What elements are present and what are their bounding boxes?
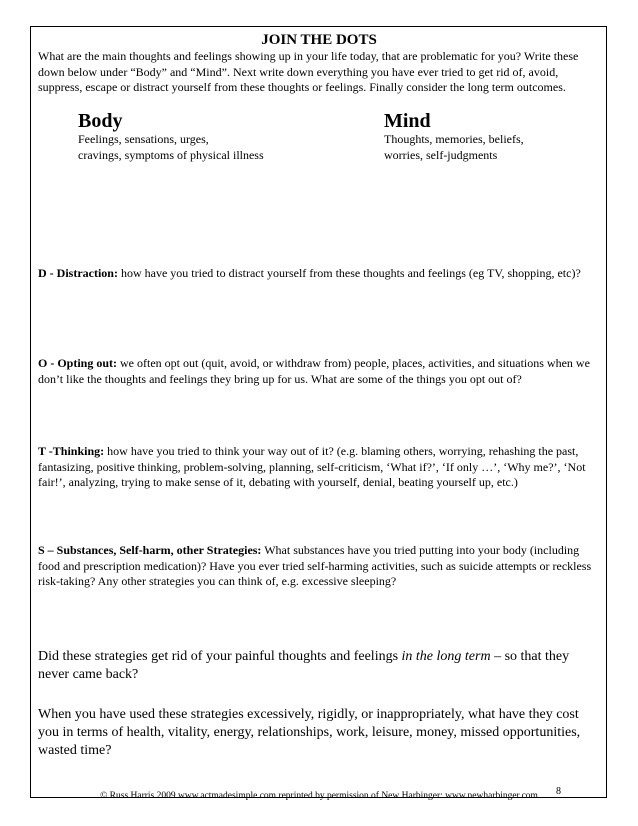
- distraction-label: D - Distraction:: [38, 266, 118, 280]
- mind-description-line2: worries, self-judgments: [384, 147, 498, 162]
- opting-out-text: we often opt out (quit, avoid, or withdraw from) people, places, activities, and situations when we don’t like the thoughts and feelings they bring up for us. What are some of the things you opt out of?: [38, 356, 590, 386]
- thinking-text: how have you tried to think your way out of it? (e.g. blaming others, worrying, rehashing the past, fantasizing, positive thinking, problem-solving, planning, self-criticism, ‘What if?’, ‘If only …’, ‘Why me?’, ‘Not fair!’, analyzing, trying to make sense of it, debating with yourself, denial, beating yourself up, etc.): [38, 444, 586, 489]
- mind-description-line1: Thoughts, memories, beliefs,: [384, 132, 524, 146]
- distraction-text: how have you tried to distract yourself from these thoughts and feelings (eg TV, shopping, etc)?: [117, 266, 581, 280]
- substances-section: [38, 543, 598, 590]
- page-number: 8: [556, 786, 561, 797]
- long-term-question-emphasis: in the long term: [401, 649, 491, 664]
- thinking-label: T -Thinking:: [38, 444, 105, 458]
- long-term-question-start: Did these strategies get rid of your painful thoughts and feelings: [38, 649, 402, 664]
- opting-out-section: [38, 356, 598, 387]
- page-title: JOIN THE DOTS: [261, 32, 377, 48]
- mind-heading: Mind: [384, 110, 431, 132]
- mind-description: [384, 132, 584, 163]
- copyright-footer: © Russ Harris 2009 www.actmadesimple.com reprinted by permission of New Harbinger: www.newharbinger.com: [100, 791, 538, 801]
- thinking-section: [38, 444, 598, 491]
- body-description-line1: Feelings, sensations, urges,: [78, 132, 209, 146]
- intro-paragraph: What are the main thoughts and feelings showing up in your life today, that are problematic for you? Write these down below under “Body” and “Mind”. Next write down everything you have ever tried to get rid of, avoid, suppress, escape or distract yourself from these thoughts or feelings. Finally consider the long term outcomes.: [38, 49, 579, 94]
- long-term-question: [38, 648, 594, 684]
- long-term-question-end: – so that they never came back?: [38, 649, 570, 682]
- substances-text: What substances have you tried putting into your body (including food and prescription medication)? Have you ever tried self-harming activities, such as suicide attempts or reckless risk-taking? Any other strategies you can think of, e.g. excessive sleeping?: [38, 543, 592, 588]
- opting-out-label: O - Opting out:: [38, 356, 118, 370]
- body-heading: Body: [78, 110, 123, 132]
- distraction-section: [38, 266, 598, 282]
- cost-question: When you have used these strategies excessively, rigidly, or inappropriately, what have they cost you in terms of health, vitality, energy, relationships, work, leisure, money, missed opportunities, wasted time?: [38, 707, 581, 758]
- substances-label: S – Substances, Self-harm, other Strategies:: [38, 543, 262, 557]
- body-description: [78, 132, 278, 163]
- body-description-line2: cravings, symptoms of physical illness: [78, 147, 264, 162]
